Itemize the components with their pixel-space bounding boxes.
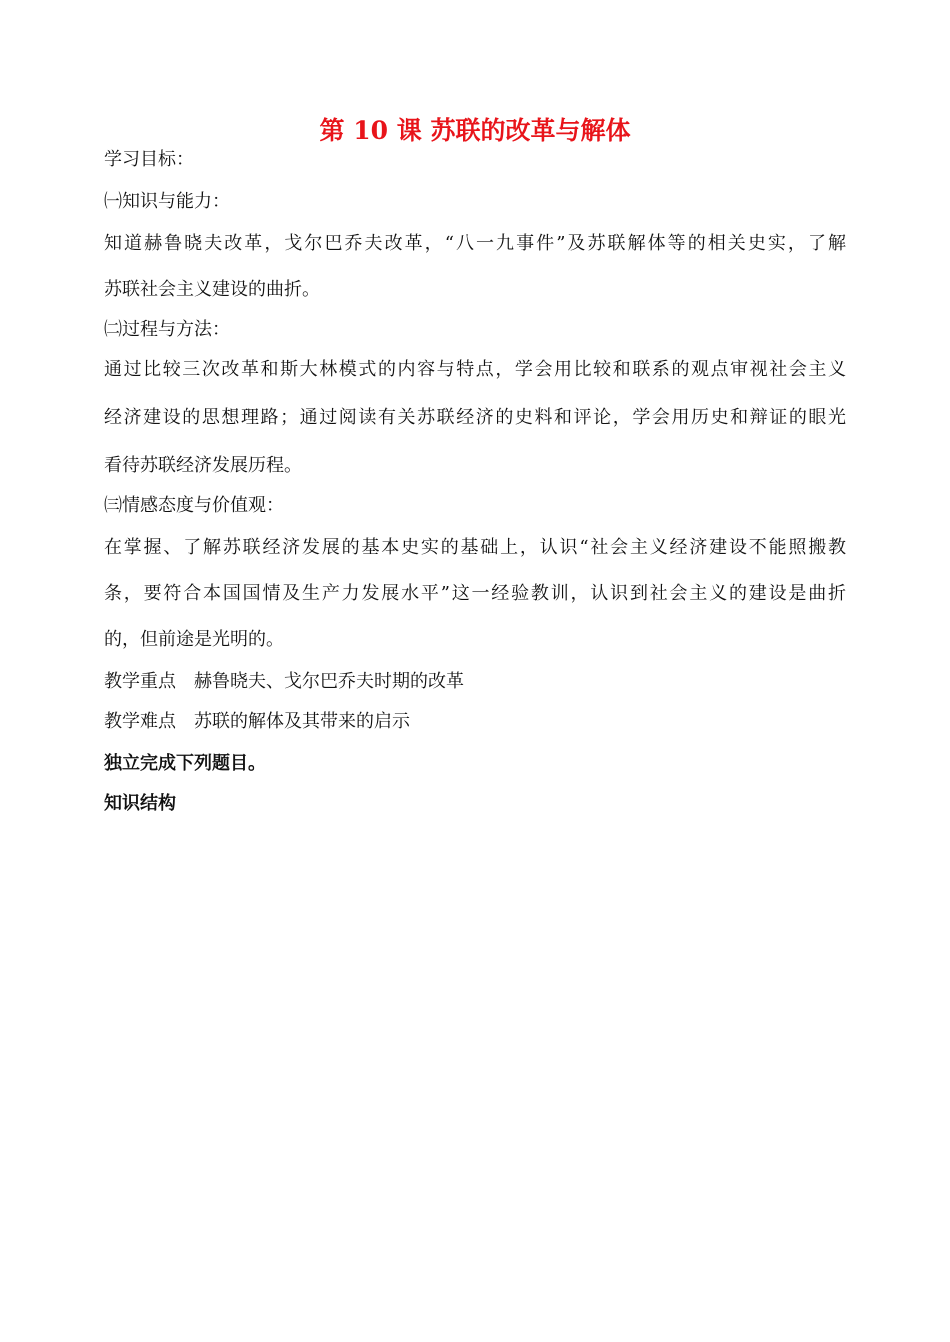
process-method-line-1: 通过比较三次改革和斯大林模式的内容与特点，学会用比较和联系的观点审视社会主义 (104, 359, 846, 380)
lesson-title: 第 10 课 苏联的改革与解体 (319, 116, 631, 145)
knowledge-ability-line-2: 苏联社会主义建设的曲折。 (104, 279, 320, 300)
process-method-line-3: 看待苏联经济发展历程。 (104, 455, 302, 476)
process-method-heading: ㈡过程与方法： (104, 319, 230, 340)
knowledge-ability-line-1: 知道赫鲁晓夫改革，戈尔巴乔夫改革，“八一九事件”及苏联解体等的相关史实，了解 (104, 233, 846, 254)
process-method-line-2: 经济建设的思想理路；通过阅读有关苏联经济的史料和评论，学会用历史和辩证的眼光 (104, 407, 846, 428)
difficult-point-text: 苏联的解体及其带来的启示 (194, 711, 410, 732)
emotion-values-line-2: 条，要符合本国国情及生产力发展水平”这一经验教训，认识到社会主义的建设是曲折 (104, 583, 846, 604)
emotion-values-line-1: 在掌握、了解苏联经济发展的基本史实的基础上，认识“社会主义经济建设不能照搬教 (104, 537, 846, 558)
instruction-text: 独立完成下列题目。 (104, 753, 266, 774)
emotion-values-heading: ㈢情感态度与价值观： (104, 495, 284, 516)
key-point-row (104, 670, 464, 694)
emotion-values-line-3: 的，但前途是光明的。 (104, 629, 284, 650)
objectives-heading: 学习目标： (104, 149, 194, 170)
key-point-label: 教学重点 (104, 671, 176, 692)
knowledge-ability-heading: ㈠知识与能力： (104, 191, 230, 212)
knowledge-structure-heading: 知识结构 (104, 793, 176, 814)
key-point-text: 赫鲁晓夫、戈尔巴乔夫时期的改革 (194, 671, 464, 692)
difficult-point-row (104, 710, 410, 734)
difficult-point-label: 教学难点 (104, 711, 176, 732)
